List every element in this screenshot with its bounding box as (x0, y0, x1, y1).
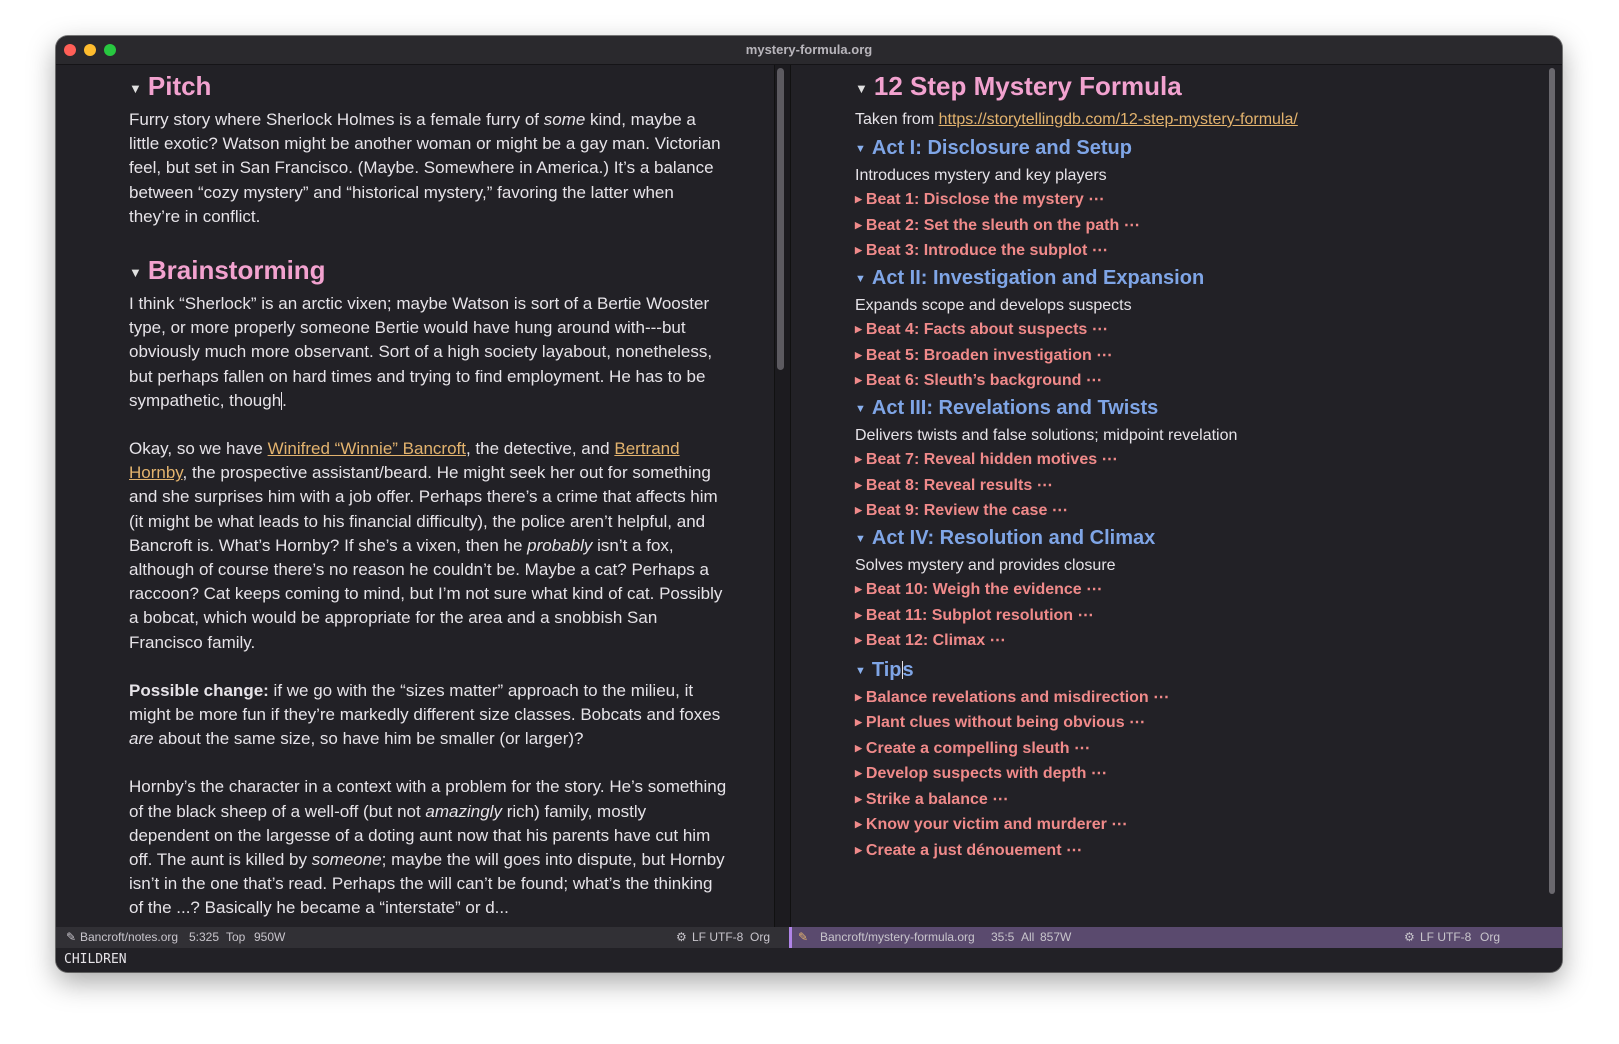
modeline-encoding: LF UTF-8 (692, 930, 744, 944)
brainstorm-paragraph-3: Possible change: if we go with the “sizes matter” approach to the milieu, it might be more fun if they’re markedly different size classes. Bobcats and foxes are about the same size, so have him be smaller (or larger)? (129, 680, 721, 749)
tip-item[interactable]: ▶ Plant clues without being obvious ⋯ (855, 714, 1146, 731)
pitch-heading[interactable]: ▼ Pitch (129, 71, 212, 101)
act-summary: Delivers twists and false solutions; midpoint revelation (855, 426, 1238, 444)
beat-item[interactable]: ▶ Beat 10: Weigh the evidence ⋯ (855, 581, 1103, 598)
triangle-down-icon[interactable]: ▼ (855, 81, 868, 96)
act-heading[interactable]: ▼ Act IV: Resolution and Climax (855, 526, 1156, 549)
modeline-encoding: LF UTF-8 (1420, 930, 1472, 944)
beat-item[interactable]: ▶ Beat 4: Facts about suspects ⋯ (855, 321, 1108, 338)
modeline-words: 857W (1040, 930, 1072, 944)
modeline-file: Bancroft/mystery-formula.org (820, 930, 975, 944)
triangle-down-icon[interactable]: ▼ (855, 664, 866, 677)
modeline-mode[interactable]: Org (750, 930, 771, 944)
triangle-right-icon[interactable]: ▶ (855, 505, 862, 515)
brainstorm-paragraph-1: I think “Sherlock” is an arctic vixen; maybe Watson is sort of a Bertie Wooster type, or more properly someone Bertie would have hung around with---but obviously much more observant. Sort of a high society layabout, nonetheless, but perhaps fallen on hard times and trying to find employment. He has to be sympathetic, though. (129, 294, 713, 410)
modeline-file: Bancroft/notes.org (80, 930, 179, 944)
modeline-mode[interactable]: Org (1480, 930, 1501, 944)
tip-item[interactable]: ▶ Balance revelations and misdirection ⋯ (855, 688, 1170, 706)
left-scrollbar[interactable] (777, 68, 784, 370)
brainstorming-heading[interactable]: ▼ Brainstorming (129, 255, 326, 286)
pencil-icon: ✎ (66, 930, 77, 944)
triangle-down-icon[interactable]: ▼ (855, 272, 866, 285)
triangle-right-icon[interactable]: ▶ (855, 375, 862, 385)
triangle-down-icon[interactable]: ▼ (129, 81, 142, 96)
triangle-right-icon[interactable]: ▶ (855, 609, 862, 620)
triangle-right-icon[interactable]: ▶ (855, 245, 862, 255)
act-heading[interactable]: ▼ Act I: Disclosure and Setup (855, 136, 1132, 159)
link-winnie-bancroft[interactable]: Winifred “Winnie” Bancroft (267, 439, 466, 459)
triangle-right-icon[interactable]: ▶ (855, 584, 862, 594)
triangle-down-icon[interactable]: ▼ (129, 265, 142, 281)
window-title: mystery-formula.org (745, 42, 873, 57)
beat-item[interactable]: ▶ Beat 8: Reveal results ⋯ (855, 476, 1053, 494)
modeline-scroll: Top (226, 930, 246, 944)
gear-icon[interactable]: ⚙ (1404, 930, 1415, 944)
source-line: Taken from https://storytellingdb.com/12-step-mystery-formula/ (855, 111, 1298, 128)
echo-area: CHILDREN (56, 948, 1562, 972)
triangle-right-icon[interactable]: ▶ (855, 454, 862, 464)
tip-item[interactable]: ▶ Create a compelling sleuth ⋯ (855, 739, 1090, 757)
title-bar (56, 36, 1562, 65)
left-pane[interactable] (56, 65, 774, 927)
modeline-words: 950W (254, 930, 286, 944)
right-modeline (789, 927, 1562, 948)
triangle-down-icon[interactable]: ▼ (855, 142, 866, 155)
beat-item[interactable]: ▶ Beat 2: Set the sleuth on the path ⋯ (855, 216, 1140, 234)
act-summary: Solves mystery and provides closure (855, 556, 1116, 574)
editor-window (56, 36, 1562, 972)
source-url-link[interactable]: https://storytellingdb.com/12-step-mystery-formula/ (938, 111, 1298, 128)
link-bertrand-hornby[interactable]: Bertrand Hornby (129, 439, 680, 483)
gear-icon[interactable]: ⚙ (676, 930, 687, 944)
triangle-right-icon[interactable]: ▶ (855, 844, 862, 855)
act-summary: Expands scope and develops suspects (855, 296, 1132, 314)
tips-heading[interactable]: ▼ Tips (855, 658, 914, 681)
triangle-right-icon[interactable]: ▶ (855, 793, 862, 804)
beat-item[interactable]: ▶ Beat 1: Disclose the mystery ⋯ (855, 191, 1105, 208)
triangle-right-icon[interactable]: ▶ (855, 194, 862, 204)
act-heading[interactable]: ▼ Act III: Revelations and Twists (855, 396, 1159, 419)
triangle-down-icon[interactable]: ▼ (855, 402, 866, 415)
act-heading[interactable]: ▼ Act II: Investigation and Expansion (855, 266, 1205, 289)
triangle-right-icon[interactable]: ▶ (855, 479, 862, 490)
triangle-right-icon[interactable]: ▶ (855, 768, 862, 778)
beat-item[interactable]: ▶ Beat 7: Reveal hidden motives ⋯ (855, 451, 1118, 468)
modeline-scroll: All (1021, 930, 1035, 944)
tip-item[interactable]: ▶ Create a just dénouement ⋯ (855, 841, 1082, 859)
right-scrollbar[interactable] (1549, 68, 1555, 894)
pencil-icon: ✎ (798, 930, 809, 944)
triangle-right-icon[interactable]: ▶ (855, 819, 862, 829)
triangle-right-icon[interactable]: ▶ (855, 219, 862, 230)
tip-item[interactable]: ▶ Strike a balance ⋯ (855, 790, 1009, 808)
acts-list (855, 135, 1545, 655)
triangle-right-icon[interactable]: ▶ (855, 691, 862, 702)
triangle-right-icon[interactable]: ▶ (855, 324, 862, 334)
triangle-down-icon[interactable]: ▼ (855, 532, 866, 545)
right-pane[interactable] (789, 65, 1562, 927)
brainstorm-paragraph-4: Hornby’s the character in a context with a problem for the story. He’s something of the black sheep of a well-off (but not amazingly rich) family, mostly dependent on the largesse of a doting aunt now that his parents have cut him off. The aunt is killed by someone; maybe the will goes into dispute, but Hornby isn’t in the one that’s read. Perhaps the will can’t be found; what’s the thinking of the ...? Basically he became a “interstate” or d... (129, 777, 727, 918)
triangle-right-icon[interactable]: ▶ (855, 635, 862, 645)
modeline-position: 5:325 (189, 930, 220, 944)
beat-item[interactable]: ▶ Beat 11: Subplot resolution ⋯ (855, 606, 1094, 624)
triangle-right-icon[interactable]: ▶ (855, 742, 862, 753)
modeline-position: 35:5 (991, 930, 1015, 944)
act-summary: Introduces mystery and key players (855, 166, 1107, 184)
tips-list (855, 686, 1545, 865)
triangle-right-icon[interactable]: ▶ (855, 717, 862, 727)
beat-item[interactable]: ▶ Beat 12: Climax ⋯ (855, 632, 1006, 649)
tip-item[interactable]: ▶ Know your victim and murderer ⋯ (855, 816, 1128, 833)
beat-item[interactable]: ▶ Beat 5: Broaden investigation ⋯ (855, 346, 1113, 364)
brainstorm-paragraph-2: Okay, so we have Winifred “Winnie” Bancroft, the detective, and Bertrand Hornby, the prospective assistant/beard. He might seek her out for something and she surprises him with a job offer. Perhaps there’s a crime that affects him (it might be what leads to his financial difficulty), the police aren’t helpful, and Bancroft is. What’s Hornby? If she’s a vixen, then he probably isn’t a fox, although of course there’s no reason he couldn’t be. Maybe a cat? Perhaps a raccoon? Cat keeps coming to mind, but I’m not sure what kind of cat. Possibly a bobcat, which would be appropriate for the area and a snobbish San Francisco family. (129, 439, 723, 652)
beat-item[interactable]: ▶ Beat 9: Review the case ⋯ (855, 502, 1068, 519)
tip-item[interactable]: ▶ Develop suspects with depth ⋯ (855, 765, 1107, 782)
triangle-right-icon[interactable]: ▶ (855, 349, 862, 360)
formula-title[interactable]: ▼ 12 Step Mystery Formula (855, 71, 1182, 101)
left-modeline (56, 927, 789, 948)
pitch-paragraph: Furry story where Sherlock Holmes is a female furry of some kind, maybe a little exotic? Watson might be another woman or might be a gay man. Victorian feel, but set in San Francisco. (Maybe. Somewhere in America.) It’s a balance between “cozy mystery” and “historical mystery,” favoring the latter when they’re in conflict. (129, 110, 721, 226)
beat-item[interactable]: ▶ Beat 6: Sleuth’s background ⋯ (855, 372, 1102, 389)
beat-item[interactable]: ▶ Beat 3: Introduce the subplot ⋯ (855, 242, 1108, 259)
